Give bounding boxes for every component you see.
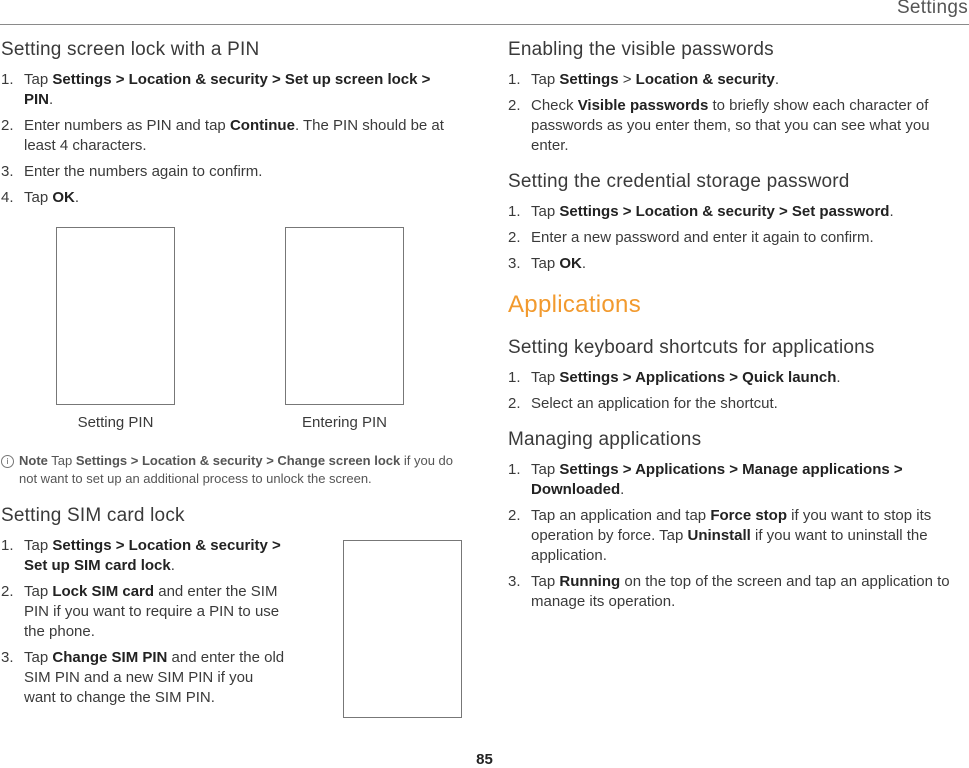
figure-caption-setting-pin: Setting PIN	[77, 414, 154, 431]
step-text: Tap	[24, 189, 53, 206]
step-text: and enter the SIM PIN if you want to require a PIN to use the phone.	[24, 583, 280, 640]
list-item	[508, 460, 968, 500]
step-emphasis: Change SIM PIN	[52, 649, 168, 666]
step-text: >	[618, 71, 636, 88]
list-item	[508, 96, 968, 156]
list-item	[1, 536, 286, 576]
setting-pin-screenshot-placeholder	[56, 227, 175, 405]
step-text: Tap	[531, 71, 560, 88]
step-emphasis: Force stop	[710, 507, 787, 524]
step-emphasis: Lock SIM card	[52, 583, 155, 600]
section-heading-pin: Setting screen lock with a PIN	[1, 39, 260, 60]
note-emphasis: Settings > Location & security > Change screen lock	[75, 453, 401, 468]
page-header-title: Settings	[896, 0, 968, 18]
step-text: . The PIN should be at least 4 characters.	[24, 117, 444, 154]
step-text: Enter numbers as PIN and tap	[24, 117, 230, 134]
step-number: 1.	[508, 369, 521, 386]
step-text: to briefly show each character of passwords as you enter them, so that you can see what you enter.	[531, 97, 930, 154]
step-number: 3.	[1, 649, 14, 666]
list-item	[1, 162, 456, 182]
step-emphasis: Settings > Location & security > Set up SIM card lock	[24, 537, 281, 574]
header-divider	[0, 24, 969, 25]
step-text: .	[49, 91, 54, 108]
step-text: Tap	[531, 461, 560, 478]
note-block	[1, 452, 463, 488]
step-text: .	[836, 369, 841, 386]
list-item	[508, 506, 968, 566]
step-emphasis: OK	[559, 255, 582, 272]
right-column	[508, 38, 968, 612]
list-item	[1, 188, 456, 208]
step-emphasis: Uninstall	[687, 527, 751, 544]
list-item	[508, 228, 968, 248]
step-number: 2.	[508, 395, 521, 412]
step-number: 2.	[1, 583, 14, 600]
step-text: Tap	[24, 649, 53, 666]
page-number: 85	[476, 751, 493, 768]
section-heading-credential-storage: Setting the credential storage password	[508, 171, 850, 192]
note-text: if you do not want to set up an additional process to unlock the screen.	[19, 453, 453, 486]
list-item	[1, 582, 286, 642]
visible-passwords-steps	[508, 70, 968, 156]
step-text: .	[774, 71, 780, 88]
list-item	[1, 70, 456, 110]
step-number: 1.	[1, 537, 14, 554]
step-text: if you want to uninstall the application.	[531, 527, 928, 564]
list-item	[1, 116, 456, 156]
step-emphasis: Settings > Applications > Quick launch	[559, 369, 837, 386]
step-emphasis: Location & security	[635, 71, 775, 88]
step-number: 2.	[508, 97, 521, 114]
keyboard-shortcuts-steps	[508, 368, 968, 414]
step-number: 2.	[508, 229, 521, 246]
step-number: 1.	[1, 71, 14, 88]
entering-pin-screenshot-placeholder	[285, 227, 404, 405]
step-text: .	[581, 255, 587, 272]
list-item	[508, 572, 968, 612]
step-emphasis: Continue	[229, 117, 295, 134]
step-text: .	[620, 481, 625, 498]
step-text: Enter the numbers again to confirm.	[24, 163, 263, 180]
credential-storage-steps	[508, 202, 968, 274]
list-item	[508, 202, 968, 222]
sim-steps	[1, 536, 286, 708]
step-text: .	[170, 557, 175, 574]
step-text: if you want to stop its operation by force. Tap	[531, 507, 932, 544]
step-text: Tap	[531, 203, 560, 220]
step-emphasis: Settings > Location & security > Set password	[559, 203, 890, 220]
step-number: 3.	[1, 163, 14, 180]
step-number: 2.	[1, 117, 14, 134]
list-item	[508, 254, 968, 274]
step-text: Select an application for the shortcut.	[531, 395, 778, 412]
figure-caption-entering-pin: Entering PIN	[301, 414, 388, 431]
list-item	[508, 70, 968, 90]
info-icon: i	[1, 455, 14, 468]
step-emphasis: Visible passwords	[577, 97, 709, 114]
step-text: Tap	[531, 255, 560, 272]
sim-lock-screenshot-placeholder	[343, 540, 462, 718]
section-heading-keyboard-shortcuts: Setting keyboard shortcuts for applications	[508, 337, 875, 358]
section-heading-managing-applications: Managing applications	[508, 429, 702, 450]
pin-steps	[1, 70, 456, 208]
list-item	[508, 368, 968, 388]
note-label: Note	[19, 453, 48, 468]
step-emphasis: Settings	[559, 71, 619, 88]
step-text: Enter a new password and enter it again to confirm.	[531, 229, 874, 246]
sim-lock-section	[1, 504, 301, 708]
step-emphasis: OK	[52, 189, 75, 206]
step-emphasis: Settings > Location & security > Set up screen lock > PIN	[24, 71, 431, 108]
chapter-section-title: Applications	[508, 291, 642, 318]
step-text: .	[889, 203, 894, 220]
step-number: 2.	[508, 507, 521, 524]
step-text: on the top of the screen and tap an application to manage its operation.	[531, 573, 950, 610]
step-text: Check	[531, 97, 578, 114]
step-text: and enter the old SIM PIN and a new SIM PIN if you want to change the SIM PIN.	[24, 649, 285, 706]
step-text: Tap	[531, 369, 560, 386]
step-number: 1.	[508, 461, 521, 478]
step-number: 3.	[508, 255, 521, 272]
left-column	[1, 38, 463, 208]
step-text: Tap	[24, 537, 53, 554]
step-text: Tap an application and tap	[531, 507, 711, 524]
step-text: Tap	[24, 583, 53, 600]
section-heading-visible-passwords: Enabling the visible passwords	[508, 39, 774, 60]
step-text: .	[74, 189, 80, 206]
note-text: Tap	[47, 453, 76, 468]
step-number: 4.	[1, 189, 14, 206]
step-number: 3.	[508, 573, 521, 590]
step-emphasis: Settings > Applications > Manage applications > Downloaded	[531, 461, 903, 498]
list-item	[508, 394, 968, 414]
step-text: Tap	[531, 573, 560, 590]
managing-applications-steps	[508, 460, 968, 612]
step-number: 1.	[508, 203, 521, 220]
step-emphasis: Running	[559, 573, 621, 590]
list-item	[1, 648, 286, 708]
section-heading-sim: Setting SIM card lock	[1, 505, 185, 526]
step-text: Tap	[24, 71, 53, 88]
step-number: 1.	[508, 71, 521, 88]
